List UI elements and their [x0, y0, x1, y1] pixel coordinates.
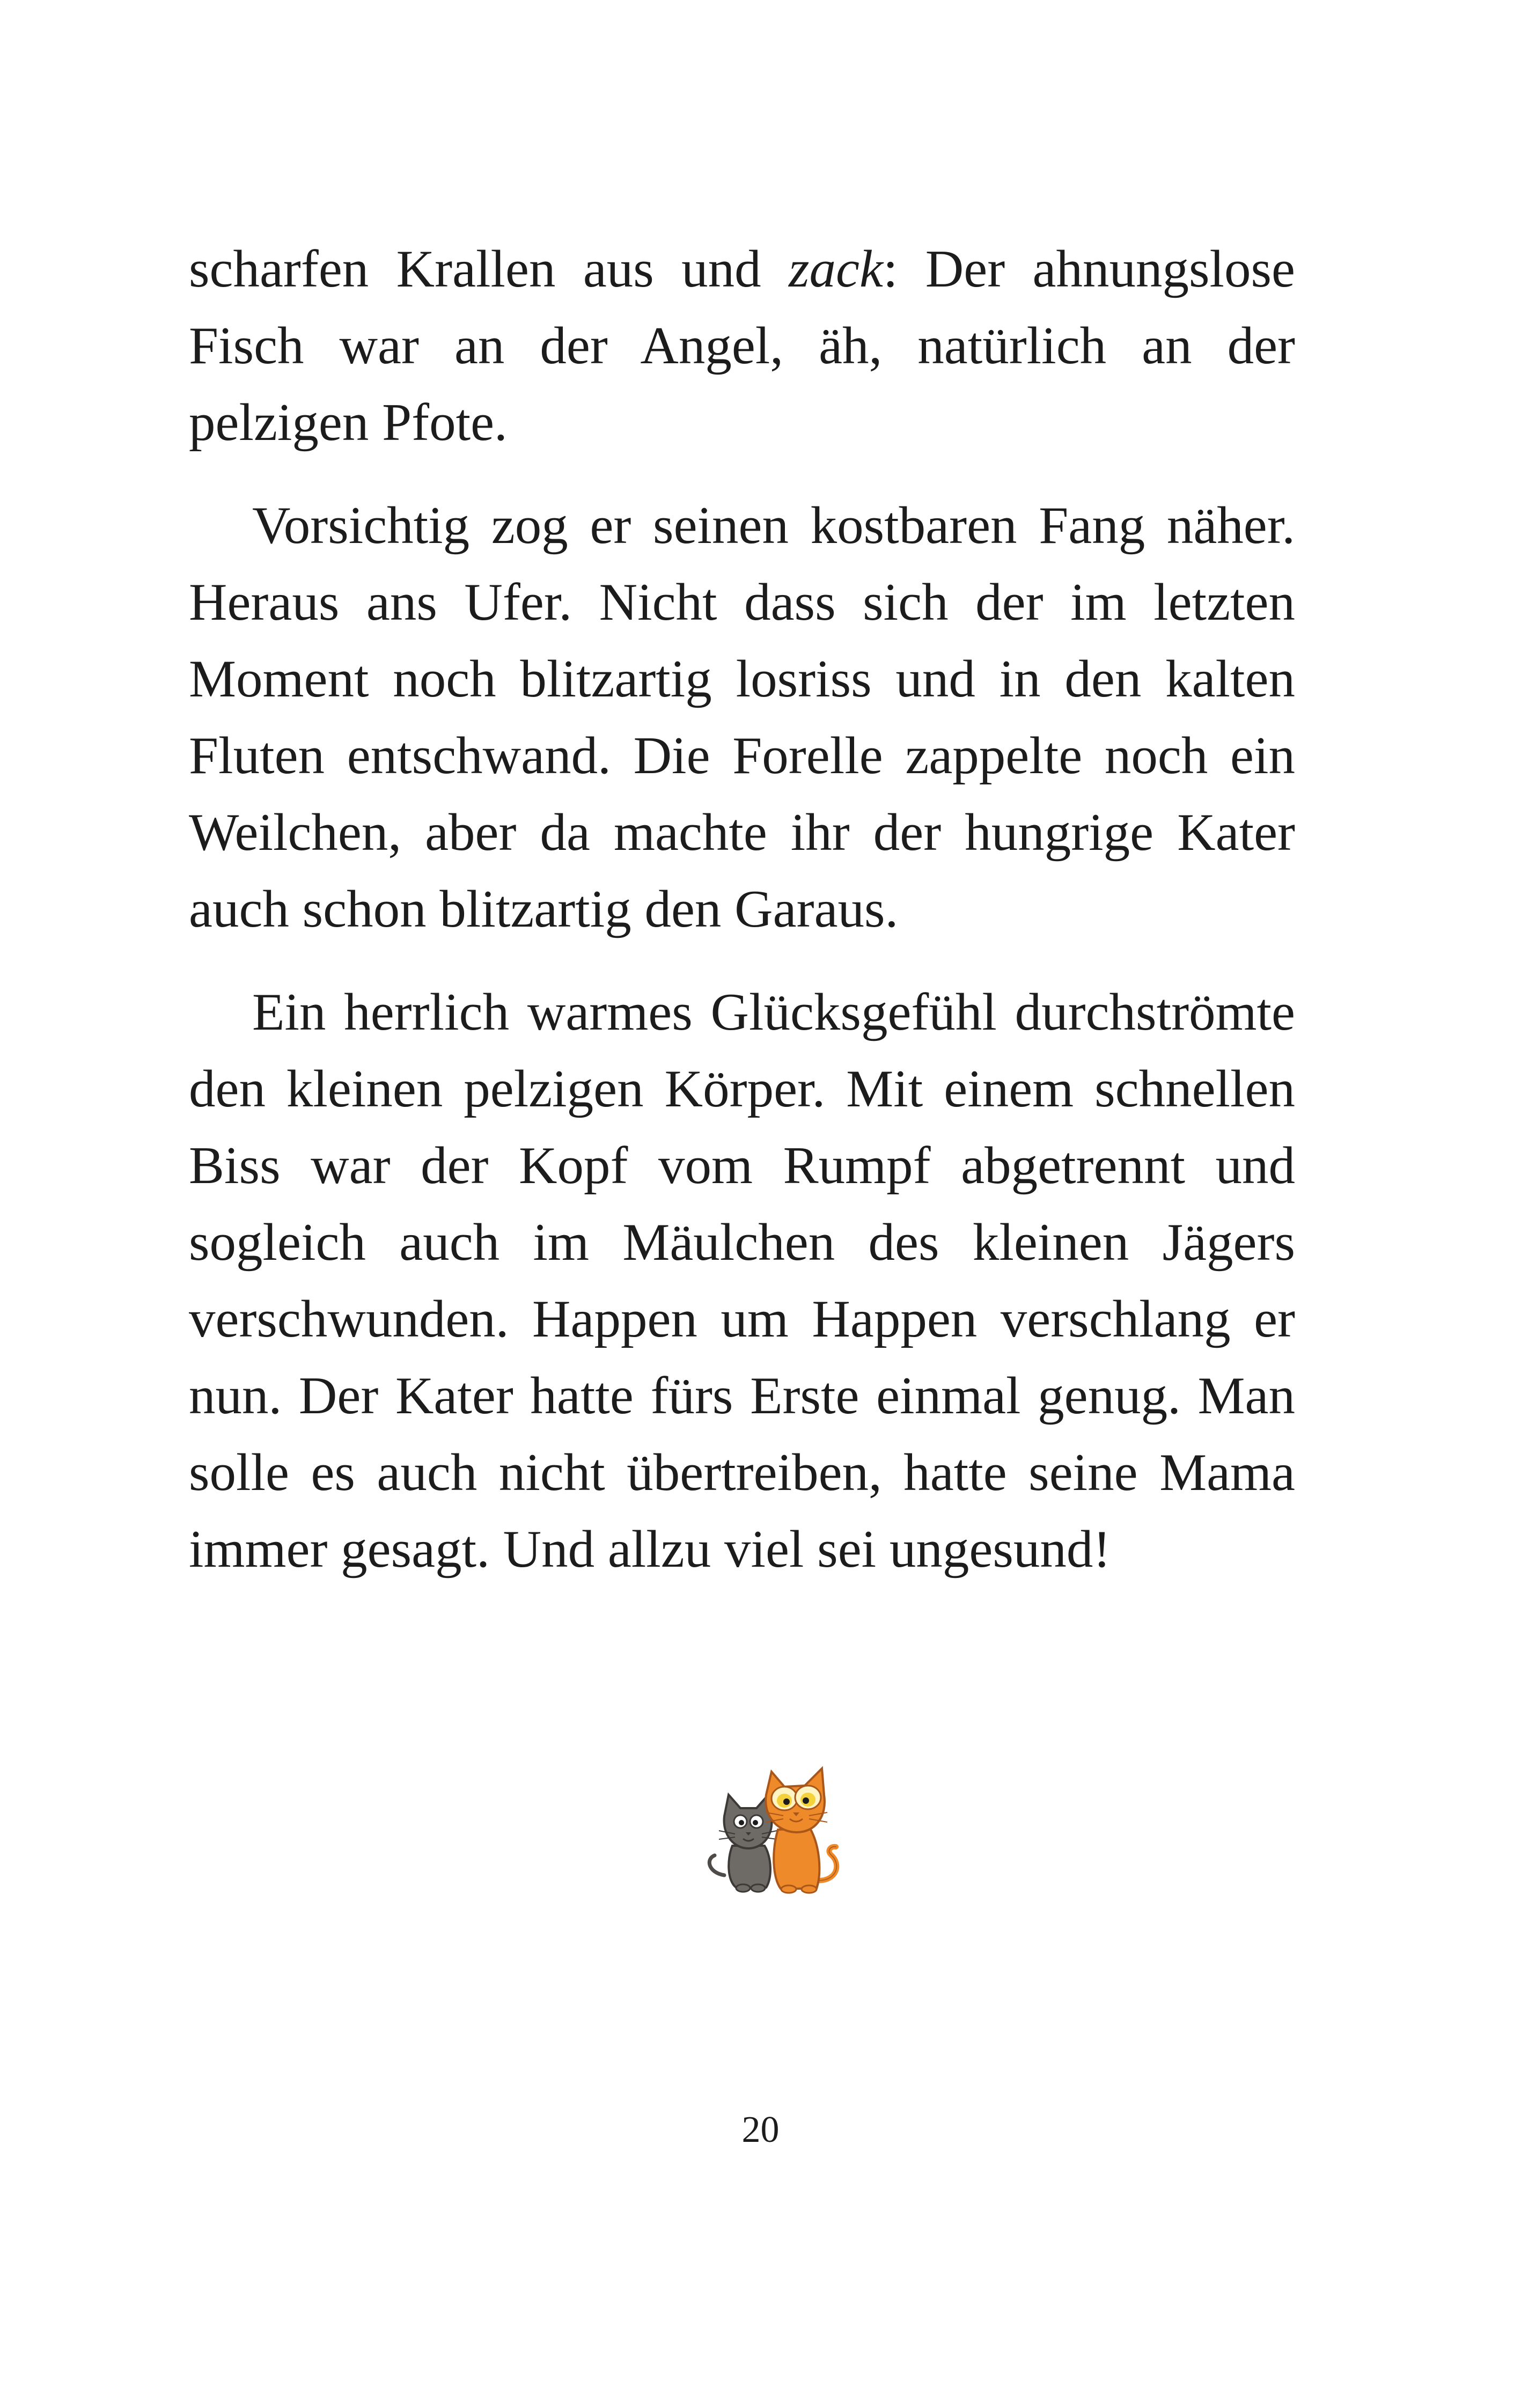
- paragraph-1-text-b: : Der ahnungslose Fisch war an der Angel, äh, natürlich an der pelzigen Pfote.: [189, 240, 1295, 452]
- paragraph-1: [189, 231, 1295, 461]
- paragraph-2-text: Vorsichtig zog er seinen kostbaren Fang näher. Heraus ans Ufer. Nicht dass sich der im letzten Moment noch blitzartig losriss und in den kalten Fluten entschwand. Die Forelle zappelte noch ein Weilchen, aber da machte ihr der hungrige Kater auch schon blitzartig den Garaus.: [189, 496, 1295, 938]
- page-number: 20: [741, 2109, 780, 2150]
- paragraph-3-text: Ein herrlich warmes Glücksgefühl durchströmte den kleinen pelzigen Körper. Mit einem schnellen Biss war der Kopf vom Rumpf abgetrennt und sogleich auch im Mäulchen des kleinen Jägers verschwunden. Happen um Happen verschlang er nun. Der Kater hatte fürs Erste einmal genug. Man solle es auch nicht übertreiben, hatte seine Mama immer gesagt. Und allzu viel sei ungesund!: [189, 983, 1295, 1579]
- paragraph-2: [189, 487, 1295, 948]
- two-cats-illustration-icon: [703, 1765, 848, 1897]
- body-text: [189, 231, 1295, 1614]
- paragraph-1-text-a: scharfen Krallen aus und: [189, 240, 789, 298]
- paragraph-1-italic-word: zack: [789, 240, 883, 298]
- paragraph-3: [189, 974, 1295, 1588]
